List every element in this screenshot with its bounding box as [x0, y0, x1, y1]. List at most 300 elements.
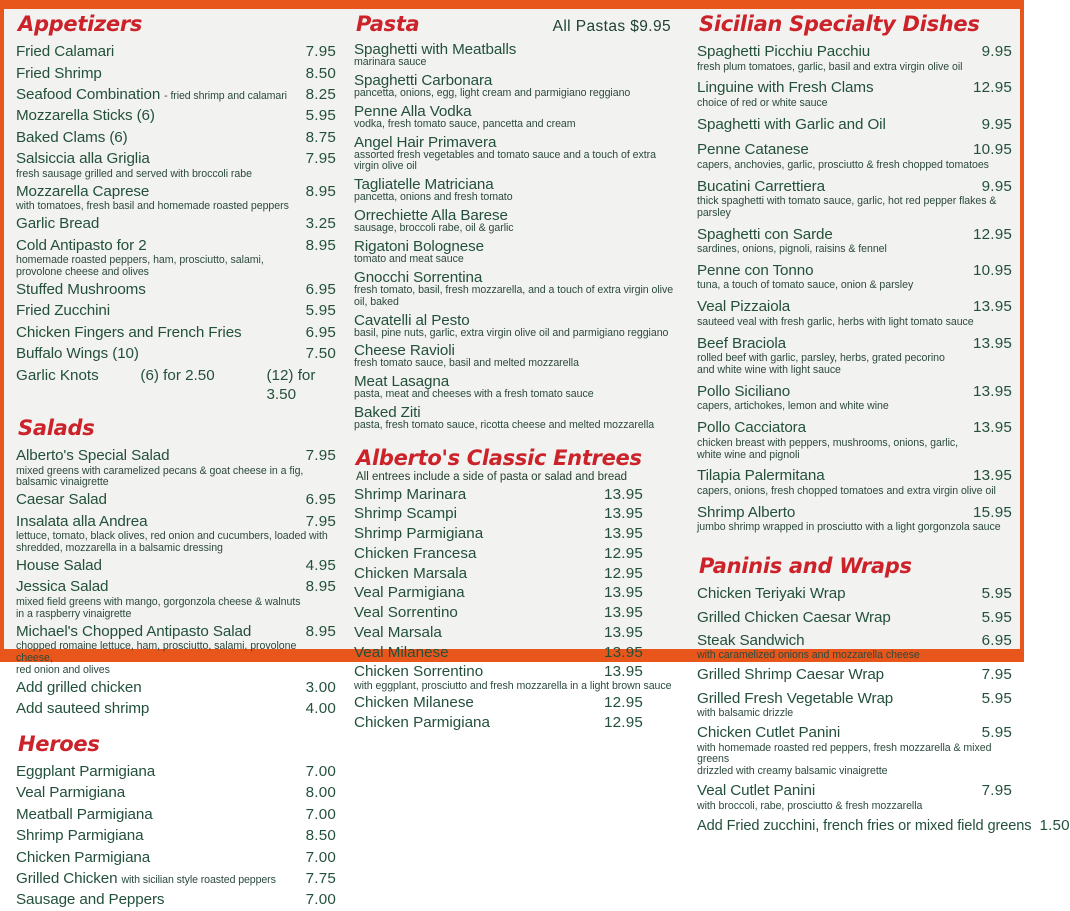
menu-item-line [16, 783, 336, 803]
menu-item [16, 556, 336, 576]
menu-item [16, 106, 336, 126]
menu-item [16, 699, 336, 719]
menu-item-line [16, 182, 336, 202]
menu-item-name: Tagliatelle Matriciana [354, 176, 494, 194]
section-sicilian-specialty [697, 13, 1012, 534]
menu-item-price: 5.95 [981, 724, 1012, 742]
item-description: fresh sausage grilled and served with broccoli rabe [16, 167, 252, 180]
menu-columns [4, 9, 1070, 909]
spacer [16, 721, 336, 733]
menu-item-name-group [697, 608, 891, 628]
menu-item-line [354, 524, 683, 544]
menu-item-price: 7.00 [305, 762, 336, 780]
menu-item-line [697, 503, 1012, 523]
menu-item [16, 762, 336, 782]
menu-item-price: 6.95 [305, 323, 336, 341]
menu-item-line [697, 816, 1070, 836]
garlic-knots-option-6: (6) for 2.50 [140, 366, 215, 384]
menu-item-name: Fried Calamari [16, 43, 115, 61]
pasta-item-list [354, 41, 683, 432]
menu-item-name: Chicken Parmigiana [354, 713, 490, 731]
menu-item-line [697, 723, 1012, 743]
menu-item-name: Spaghetti with Meatballs [354, 41, 517, 58]
menu-item [16, 890, 336, 910]
menu-item-price: 7.95 [305, 43, 336, 61]
menu-item-name: Meat Lasagna [354, 373, 450, 391]
menu-item [697, 334, 1012, 377]
menu-item-name-group [16, 577, 108, 597]
menu-item [354, 603, 683, 623]
menu-item-name-group [16, 890, 164, 910]
menu-item-name: Spaghetti with Garlic and Oil [697, 115, 886, 133]
menu-item-name: Grilled Shrimp Caesar Wrap [697, 666, 885, 684]
menu-item-price: 12.95 [604, 694, 644, 712]
menu-item-name-group [697, 816, 1031, 836]
menu-item-line [16, 64, 336, 84]
menu-item-line [697, 418, 1012, 438]
item-description: capers, artichokes, lemon and white wine [697, 400, 889, 413]
menu-item-line [354, 603, 683, 623]
menu-item-name: Grilled Chicken Caesar Wrap [697, 608, 891, 626]
menu-item-name: Cavatelli al Pesto [354, 311, 470, 329]
menu-item [16, 42, 336, 62]
menu-item-line [697, 382, 1012, 402]
menu-item-name: Jessica Salad [16, 578, 109, 596]
menu-item-name: Mozzarella Sticks (6) [16, 107, 155, 125]
menu-item-name: Baked Ziti [354, 404, 421, 422]
menu-item-price: 5.95 [981, 585, 1012, 603]
menu-item-name: Shrimp Marinara [354, 485, 467, 503]
item-description: tuna, a touch of tomato sauce, onion & parsley [697, 279, 914, 292]
menu-item-name: Fried Zucchini [16, 302, 110, 320]
menu-item-line [16, 214, 336, 234]
menu-item-name: Linguine with Fresh Clams [697, 79, 874, 97]
menu-item-line [697, 781, 1012, 801]
menu-item-name: Pollo Cacciatora [697, 419, 806, 437]
menu-item [354, 176, 683, 204]
menu-item-name: Chicken Parmigiana [16, 848, 151, 866]
menu-item-price: 8.50 [305, 827, 336, 845]
menu-item [354, 524, 683, 544]
classic-entrees-subtitle: All entrees include a side of pasta or salad and bread [356, 471, 628, 484]
menu-item-name-group [697, 225, 833, 245]
menu-item [16, 64, 336, 84]
item-description: with balsamic drizzle [697, 707, 794, 720]
item-description: capers, onions, fresh chopped tomatoes and extra virgin olive oil [697, 484, 996, 497]
menu-item-name-group [697, 665, 884, 685]
menu-item-name-group [16, 622, 251, 642]
menu-item-name: Gnocchi Sorrentina [354, 268, 483, 286]
panini-item-list [697, 584, 1070, 836]
item-description: tomato and meat sauce [354, 253, 464, 266]
menu-item-price: 8.95 [305, 578, 336, 596]
menu-item-name: Chicken Cutlet Panini [697, 724, 841, 742]
menu-item-name-group [16, 848, 150, 868]
menu-item-name: Spaghetti Carbonara [354, 71, 493, 89]
menu-item-price: 7.95 [305, 447, 336, 465]
item-description: mixed greens with caramelized pecans & goat cheese in a fig, balsamic vinaigrette [16, 464, 304, 489]
menu-item [697, 781, 1012, 812]
menu-item-line [16, 848, 336, 868]
menu-item-name: Chicken Francesa [354, 544, 477, 562]
menu-item-line [697, 140, 1012, 160]
menu-item-name-group [697, 689, 893, 709]
menu-item [354, 662, 683, 693]
menu-item-name: Penne Alla Vodka [354, 102, 472, 120]
menu-item-name-group [697, 177, 825, 197]
menu-item-name: Alberto's Special Salad [16, 447, 170, 465]
menu-item-name-group [697, 418, 806, 438]
section-title-classic-entrees: Alberto's Classic Entrees [356, 446, 642, 471]
item-description: choice of red or white sauce [697, 96, 828, 109]
section-classic-entrees [354, 447, 683, 733]
menu-item [697, 78, 1012, 109]
menu-item-name: Eggplant Parmigiana [16, 762, 156, 780]
menu-item-line [697, 78, 1012, 98]
menu-item-name: Veal Marsala [354, 623, 442, 641]
menu-item-line [16, 890, 336, 910]
menu-item-name: Meatball Parmigiana [16, 805, 153, 823]
menu-item [16, 622, 336, 677]
menu-item [697, 816, 1070, 836]
section-title-appetizers: Appetizers [18, 12, 143, 36]
menu-item-line [16, 446, 336, 466]
menu-item-line [354, 583, 683, 603]
menu-item-price: 13.95 [604, 604, 644, 622]
menu-item [354, 342, 683, 370]
menu-item [354, 207, 683, 235]
menu-item-price: 4.00 [305, 700, 336, 718]
menu-item-line [16, 128, 336, 148]
menu-item-name: Add Fried zucchini, french fries or mixed field greens [697, 817, 1032, 834]
menu-item-line [354, 713, 683, 733]
item-description: fresh tomato sauce, basil and melted mozzarella [354, 357, 579, 370]
menu-item-price: 3.00 [305, 678, 336, 696]
menu-item-price: 6.95 [305, 491, 336, 509]
menu-item-name: Fried Shrimp [16, 64, 102, 82]
menu-item-name: Veal Pizzaiola [697, 298, 791, 316]
menu-item-name-group [697, 466, 825, 486]
menu-item-price: 7.00 [305, 805, 336, 823]
garlic-knots-row [16, 366, 336, 406]
menu-item [697, 723, 1012, 778]
menu-item-name-group [16, 64, 102, 84]
menu-item-price: 13.95 [604, 485, 644, 503]
menu-item-price: 7.95 [305, 512, 336, 530]
menu-item-name-group [697, 115, 886, 135]
menu-item-price: 8.75 [305, 128, 336, 146]
menu-item-price: 6.95 [305, 280, 336, 298]
menu-item-price: 5.95 [305, 302, 336, 320]
menu-item-price: 9.95 [981, 177, 1012, 195]
menu-item-price: 12.95 [972, 79, 1012, 97]
menu-item [697, 297, 1012, 328]
menu-item [16, 182, 336, 213]
item-description: assorted fresh vegetables and tomato sauce and a touch of extra virgin olive oil [354, 148, 656, 173]
menu-item-name: House Salad [16, 556, 102, 574]
menu-item-line [354, 643, 683, 663]
menu-item-line [16, 699, 336, 719]
menu-item-price: 13.95 [604, 584, 644, 602]
menu-item-price: 7.95 [981, 666, 1012, 684]
menu-item-price: 7.95 [305, 150, 336, 168]
menu-item-name: Buffalo Wings (10) [16, 345, 139, 363]
menu-item-name: Spaghetti Picchiu Pacchiu [697, 43, 871, 61]
menu-item [354, 583, 683, 603]
menu-item [697, 42, 1012, 73]
menu-item-name: Beef Braciola [697, 334, 787, 352]
menu-item [16, 783, 336, 803]
menu-item [16, 848, 336, 868]
menu-item-name: Orrechiette Alla Barese [354, 207, 508, 225]
menu-item-name-group [16, 85, 287, 105]
menu-item-price: 1.50 [1039, 816, 1070, 834]
menu-item-line [697, 689, 1012, 709]
menu-item-name: Michael's Chopped Antipasto Salad [16, 622, 252, 640]
menu-item-line [697, 177, 1012, 197]
menu-item [354, 693, 683, 713]
item-description: chopped romaine lettuce, ham, prosciutto, salami, provolone cheese, red onion and olives [16, 640, 297, 676]
menu-item-name-group [16, 512, 147, 532]
pasta-price-note: All Pastas $9.95 [552, 18, 671, 35]
menu-item-name: Shrimp Parmigiana [354, 525, 484, 543]
menu-item-name-group [16, 323, 242, 343]
menu-item-name: Shrimp Alberto [697, 503, 796, 521]
menu-item-name: Stuffed Mushrooms [16, 280, 146, 298]
section-heroes [16, 733, 336, 911]
menu-item-line [16, 301, 336, 321]
menu-item-name: Seafood Combination [16, 85, 161, 103]
menu-item-name-group [697, 78, 873, 98]
sicilian-item-list [697, 42, 1012, 534]
menu-item-line [354, 623, 683, 643]
item-description: vodka, fresh tomato sauce, pancetta and cream [354, 117, 576, 130]
item-description: jumbo shrimp wrapped in prosciutto with a light gorgonzola sauce [697, 521, 1001, 534]
menu-item-price: 7.75 [305, 870, 336, 887]
menu-item-name-group [16, 182, 149, 202]
item-description: pancetta, onions, egg, light cream and parmigiano reggiano [354, 86, 631, 99]
menu-item [354, 103, 683, 131]
menu-item-line [16, 512, 336, 532]
menu-item [16, 149, 336, 180]
section-title-sicilian-specialty: Sicilian Specialty Dishes [699, 12, 980, 36]
menu-item-price: 13.95 [604, 643, 644, 661]
item-description: thick spaghetti with tomato sauce, garlic, hot red pepper flakes & parsley [697, 194, 997, 219]
menu-item-name: Bucatini Carrettiera [697, 177, 825, 195]
menu-item [16, 869, 336, 889]
item-description: basil, pine nuts, garlic, extra virgin olive oil and parmigiano reggiano [354, 326, 669, 339]
menu-item-price: 6.95 [981, 632, 1012, 650]
menu-item [697, 503, 1012, 534]
entree-item-list [354, 485, 683, 733]
menu-item-name-group [697, 334, 786, 354]
menu-item-name-group [16, 344, 139, 364]
item-description: homemade roasted peppers, ham, prosciutto, salami, provolone cheese and olives [16, 253, 264, 278]
menu-item-price: 9.95 [981, 115, 1012, 133]
menu-item [16, 678, 336, 698]
menu-item-name-group [697, 42, 870, 62]
menu-item-name-group [16, 106, 155, 126]
menu-item-name-group [697, 781, 815, 801]
menu-item-name: Chicken Teriyaki Wrap [697, 585, 846, 603]
menu-item-line [16, 678, 336, 698]
section-title-salads: Salads [18, 416, 95, 441]
menu-item-name-group [16, 301, 110, 321]
menu-item-price: 15.95 [972, 503, 1012, 521]
menu-item-name-group [697, 723, 840, 743]
column-right [691, 12, 1070, 834]
menu-item [354, 312, 683, 340]
appetizer-item-list [16, 42, 336, 365]
menu-item-price: 8.95 [305, 182, 336, 200]
menu-item [697, 689, 1012, 720]
menu-item-name: Baked Clams (6) [16, 128, 128, 146]
item-description: pasta, fresh tomato sauce, ricotta cheese and melted mozzarella [354, 419, 655, 432]
menu-item-price: 5.95 [305, 107, 336, 125]
menu-item-name: Insalata alla Andrea [16, 512, 148, 530]
menu-item-name-group [16, 699, 149, 719]
menu-item-line [697, 334, 1012, 354]
menu-item-line [16, 344, 336, 364]
menu-item-line [16, 577, 336, 597]
menu-item [354, 713, 683, 733]
item-description: with eggplant, prosciutto and fresh mozzarella in a light brown sauce [354, 680, 672, 693]
menu-item-price: 8.50 [305, 64, 336, 82]
menu-item-line [16, 149, 336, 169]
menu-item-line [16, 869, 336, 889]
menu-item [16, 344, 336, 364]
menu-item-price: 13.95 [972, 334, 1012, 352]
menu-item [16, 446, 336, 489]
menu-item-name: Chicken Marsala [354, 564, 468, 582]
item-description: rolled beef with garlic, parsley, herbs, grated pecorino and white wine with light sauce [697, 352, 945, 376]
menu-item [16, 577, 336, 620]
menu-item-name: Grilled Chicken [16, 870, 118, 887]
menu-item-price: 3.25 [305, 215, 336, 233]
item-description: pasta, meat and cheeses with a fresh tomato sauce [354, 388, 594, 401]
menu-item-price: 5.95 [981, 608, 1012, 626]
menu-item [354, 544, 683, 564]
menu-item [16, 236, 336, 279]
item-description: lettuce, tomato, black olives, red onion and cucumbers, loaded with shredded, mozzarella in a balsamic dressing [16, 530, 328, 555]
menu-item-name-group [16, 556, 102, 576]
garlic-knots-label: Garlic Knots [16, 366, 99, 384]
item-description: sauteed veal with fresh garlic, herbs with light tomato sauce [697, 315, 974, 328]
item-description: fresh tomato, basil, fresh mozzarella, and a touch of extra virgin olive oil, baked [354, 283, 674, 308]
column-left [4, 12, 346, 909]
menu-item [697, 584, 1012, 604]
section-title-paninis-wraps: Paninis and Wraps [699, 554, 912, 579]
menu-item-price: 13.95 [604, 623, 644, 641]
menu-item-price: 5.95 [981, 689, 1012, 707]
menu-item-line [354, 485, 683, 505]
menu-item-name: Chicken Sorrentino [354, 663, 484, 681]
menu-item-price: 12.95 [604, 713, 644, 731]
menu-item-price: 13.95 [972, 419, 1012, 437]
menu-item [697, 382, 1012, 413]
menu-item-line [16, 490, 336, 510]
menu-item-name: Add grilled chicken [16, 678, 142, 696]
menu-item [16, 805, 336, 825]
menu-item-name: Steak Sandwich [697, 632, 805, 650]
menu-item-name-group [697, 503, 795, 523]
item-description: mixed field greens with mango, gorgonzola cheese & walnuts in a raspberry vinaigrette [16, 595, 301, 620]
menu-item [697, 225, 1012, 256]
menu-item [354, 623, 683, 643]
menu-item-line [354, 504, 683, 524]
section-title-heroes: Heroes [18, 731, 100, 756]
menu-item-name-group [16, 42, 114, 62]
menu-item [354, 269, 683, 309]
menu-item-name: Veal Parmigiana [354, 584, 465, 602]
menu-item-name-group [16, 490, 107, 510]
section-title-pasta: Pasta [356, 12, 420, 36]
item-description: with broccoli, rabe, prosciutto & fresh mozzarella [697, 799, 923, 812]
menu-item-name: Pollo Siciliano [697, 382, 791, 400]
menu-item-price: 13.95 [972, 467, 1012, 485]
menu-item-line [16, 42, 336, 62]
menu-item-price: 4.95 [305, 556, 336, 574]
menu-item-name: Spaghetti con Sarde [697, 225, 833, 243]
menu-item-line [354, 544, 683, 564]
menu-item [354, 238, 683, 266]
menu-item-name: Angel Hair Primavera [354, 133, 497, 151]
menu-item-name: Shrimp Parmigiana [16, 827, 144, 845]
menu-item [354, 564, 683, 584]
menu-item [354, 72, 683, 100]
menu-item [16, 323, 336, 343]
menu-item-line [354, 564, 683, 584]
menu-item [697, 140, 1012, 171]
menu-item-line [16, 85, 336, 105]
menu-item-line [697, 584, 1012, 604]
menu-item-name: Caesar Salad [16, 491, 107, 509]
menu-item-inline-description: with sicilian style roasted peppers [121, 874, 276, 886]
menu-item [697, 115, 1012, 135]
menu-item [697, 631, 1012, 662]
menu-item-price: 13.95 [972, 382, 1012, 400]
menu-item-price: 12.95 [972, 225, 1012, 243]
menu-item-price: 10.95 [972, 262, 1012, 280]
menu-item-line [697, 42, 1012, 62]
menu-item-price: 8.95 [305, 622, 336, 640]
menu-item-name-group [16, 280, 146, 300]
menu-item [354, 643, 683, 663]
menu-item-name-group [16, 446, 169, 466]
menu-item-price: 7.50 [305, 345, 336, 363]
item-description: capers, anchovies, garlic, prosciutto & fresh chopped tomatoes [697, 158, 989, 171]
menu-item [697, 261, 1012, 292]
menu-item [16, 128, 336, 148]
menu-item-line [16, 323, 336, 343]
menu-item-inline-description: - fried shrimp and calamari [164, 89, 287, 102]
menu-item-name-group [16, 236, 147, 256]
item-description: sardines, onions, pignoli, raisins & fennel [697, 243, 887, 256]
menu-item-name-group [16, 214, 99, 234]
menu-item [354, 41, 683, 69]
menu-item-name-group [16, 783, 125, 803]
menu-item-price: 7.00 [305, 848, 336, 866]
menu-item-name-group [697, 297, 790, 317]
item-description: fresh plum tomatoes, garlic, basil and extra virgin olive oil [697, 60, 963, 73]
menu-item-name: Grilled Fresh Vegetable Wrap [697, 689, 894, 707]
menu-item-line [697, 261, 1012, 281]
menu-item-name: Chicken Milanese [354, 694, 474, 712]
menu-item-price: 7.00 [305, 891, 336, 909]
menu-item-line [16, 280, 336, 300]
menu-item-line [697, 665, 1012, 685]
menu-item-name: Salsiccia alla Griglia [16, 150, 150, 168]
